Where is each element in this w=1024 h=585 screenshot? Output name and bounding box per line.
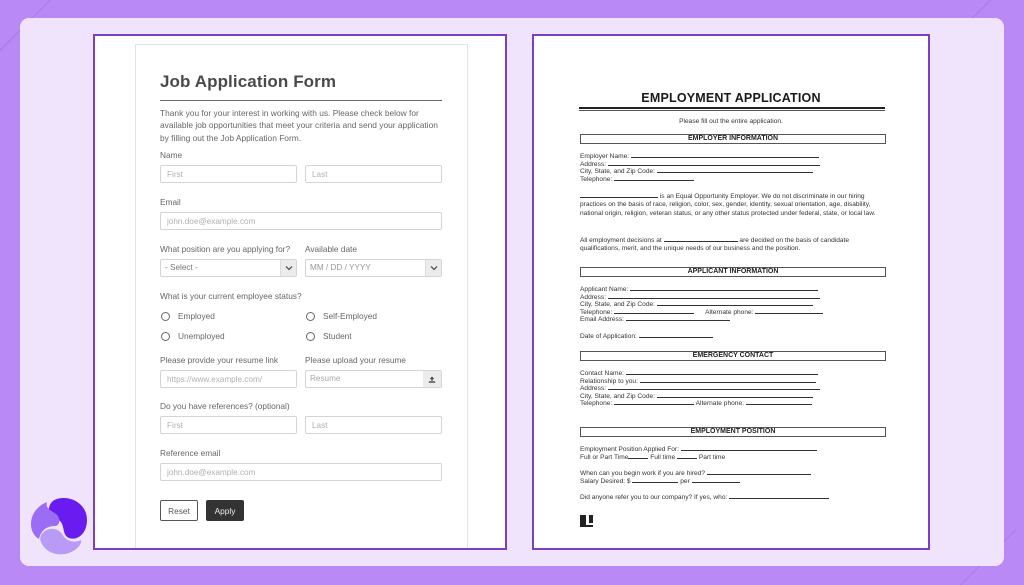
reset-button[interactable]: Reset	[160, 500, 198, 521]
salary-desired-field: Salary Desired: $ per	[580, 477, 740, 486]
begin-work-field: When can you begin work if you are hired?	[580, 469, 811, 478]
form-title: Job Application Form	[160, 72, 337, 91]
available-date-label: Available date	[305, 244, 357, 254]
apply-button[interactable]: Apply	[206, 500, 244, 521]
email-input[interactable]	[160, 212, 442, 230]
applicant-city-field: City, State, and Zip Code:	[580, 300, 813, 309]
resume-upload-label: Please upload your resume	[305, 355, 407, 365]
section-emergency-contact: EMERGENCY CONTACT	[580, 351, 886, 361]
radio-label: Unemployed	[178, 331, 225, 341]
employment-application-document	[534, 36, 928, 548]
brand-logo-icon	[27, 496, 91, 558]
radio-employed[interactable]	[161, 311, 215, 321]
radio-student[interactable]	[306, 331, 352, 341]
job-form-preview-frame	[93, 34, 507, 550]
radio-self-employed[interactable]	[306, 311, 377, 321]
employment-decisions-paragraph: All employment decisions at are decided on the basis of candidate qualifications, merit, and the unique needs of our business and the position.	[580, 237, 850, 253]
available-date-picker[interactable]	[305, 259, 442, 277]
employer-city-field: City, State, and Zip Code:	[580, 167, 813, 176]
employer-address-field: Address:	[580, 160, 820, 169]
applicant-name-field: Applicant Name:	[580, 285, 818, 294]
equal-opportunity-paragraph: is an Equal Opportunity Employer. We do not discriminate in our hiring practices on the basis of race, religion, color, sex, gender, identity, sexual orientation, age, disability, national origin, religion, veteran status, or any other status protected under federal, state, or local law.	[580, 193, 876, 217]
position-label: What position are you applying for?	[160, 244, 291, 254]
resume-link-input[interactable]	[160, 370, 297, 388]
title-rule	[579, 107, 885, 109]
document-title: EMPLOYMENT APPLICATION	[641, 91, 821, 105]
reference-email-input[interactable]	[160, 463, 442, 481]
document-subtitle: Please fill out the entire application.	[679, 118, 783, 125]
job-application-form	[135, 44, 468, 550]
title-divider	[160, 100, 442, 101]
title-rule	[579, 110, 885, 111]
applicant-email-field: Email Address:	[580, 315, 730, 324]
reference-email-label: Reference email	[160, 448, 221, 458]
applicant-address-field: Address:	[580, 293, 820, 302]
resume-upload-field[interactable]	[305, 370, 442, 388]
radio-label: Student	[323, 331, 352, 341]
employee-status-label: What is your current employee status?	[160, 291, 302, 301]
resume-upload-placeholder: Resume	[310, 374, 341, 383]
form-intro-text: Thank you for your interest in working with us. Please check below for available job opportunities that meet your criteria and send your application by filling out the Job Application Form.	[160, 108, 438, 143]
radio-circle-icon	[161, 312, 170, 321]
radio-circle-icon	[306, 332, 315, 341]
resume-link-label: Please provide your resume link	[160, 355, 279, 365]
chevron-down-icon	[280, 260, 296, 276]
first-name-input[interactable]	[160, 165, 297, 183]
position-select[interactable]	[160, 259, 297, 277]
last-name-input[interactable]	[305, 165, 442, 183]
reference-first-name-input[interactable]	[160, 416, 297, 434]
date-of-application-field: Date of Application:	[580, 332, 713, 341]
radio-label: Self-Employed	[323, 311, 377, 321]
position-applied-for-field: Employment Position Applied For:	[580, 445, 817, 454]
employer-telephone-field: Telephone:	[580, 175, 694, 184]
radio-unemployed[interactable]	[161, 331, 225, 341]
referral-field: Did anyone refer you to our company? If yes, who:	[580, 493, 829, 502]
emergency-city-field: City, State, and Zip Code:	[580, 392, 813, 401]
reference-last-name-input[interactable]	[305, 416, 442, 434]
references-label: Do you have references? (optional)	[160, 401, 290, 411]
emergency-telephone-field: Telephone: Alternate phone:	[580, 399, 812, 408]
section-employment-position: EMPLOYMENT POSITION	[580, 427, 886, 437]
radio-label: Employed	[178, 311, 215, 321]
date-placeholder: MM / DD / YYYY	[310, 263, 371, 272]
section-employer-information: EMPLOYER INFORMATION	[580, 134, 886, 144]
section-applicant-information: APPLICANT INFORMATION	[580, 267, 886, 277]
employment-application-preview-frame	[532, 34, 930, 550]
upload-icon[interactable]	[423, 371, 441, 387]
full-or-part-time-field: Full or Part Time Full time Part time	[580, 453, 726, 461]
name-label: Name	[160, 150, 183, 160]
radio-circle-icon	[161, 332, 170, 341]
emergency-relationship-field: Relationship to you:	[580, 377, 816, 386]
radio-circle-icon	[306, 312, 315, 321]
applicant-telephone-field: Telephone: Alternate phone:	[580, 308, 823, 317]
emergency-address-field: Address:	[580, 384, 820, 393]
position-select-value: - Select -	[165, 263, 198, 272]
document-logo-icon	[580, 515, 593, 527]
email-label: Email	[160, 197, 181, 207]
employer-name-field: Employer Name:	[580, 152, 819, 161]
emergency-contact-name-field: Contact Name:	[580, 369, 818, 378]
chevron-down-icon	[425, 260, 441, 276]
